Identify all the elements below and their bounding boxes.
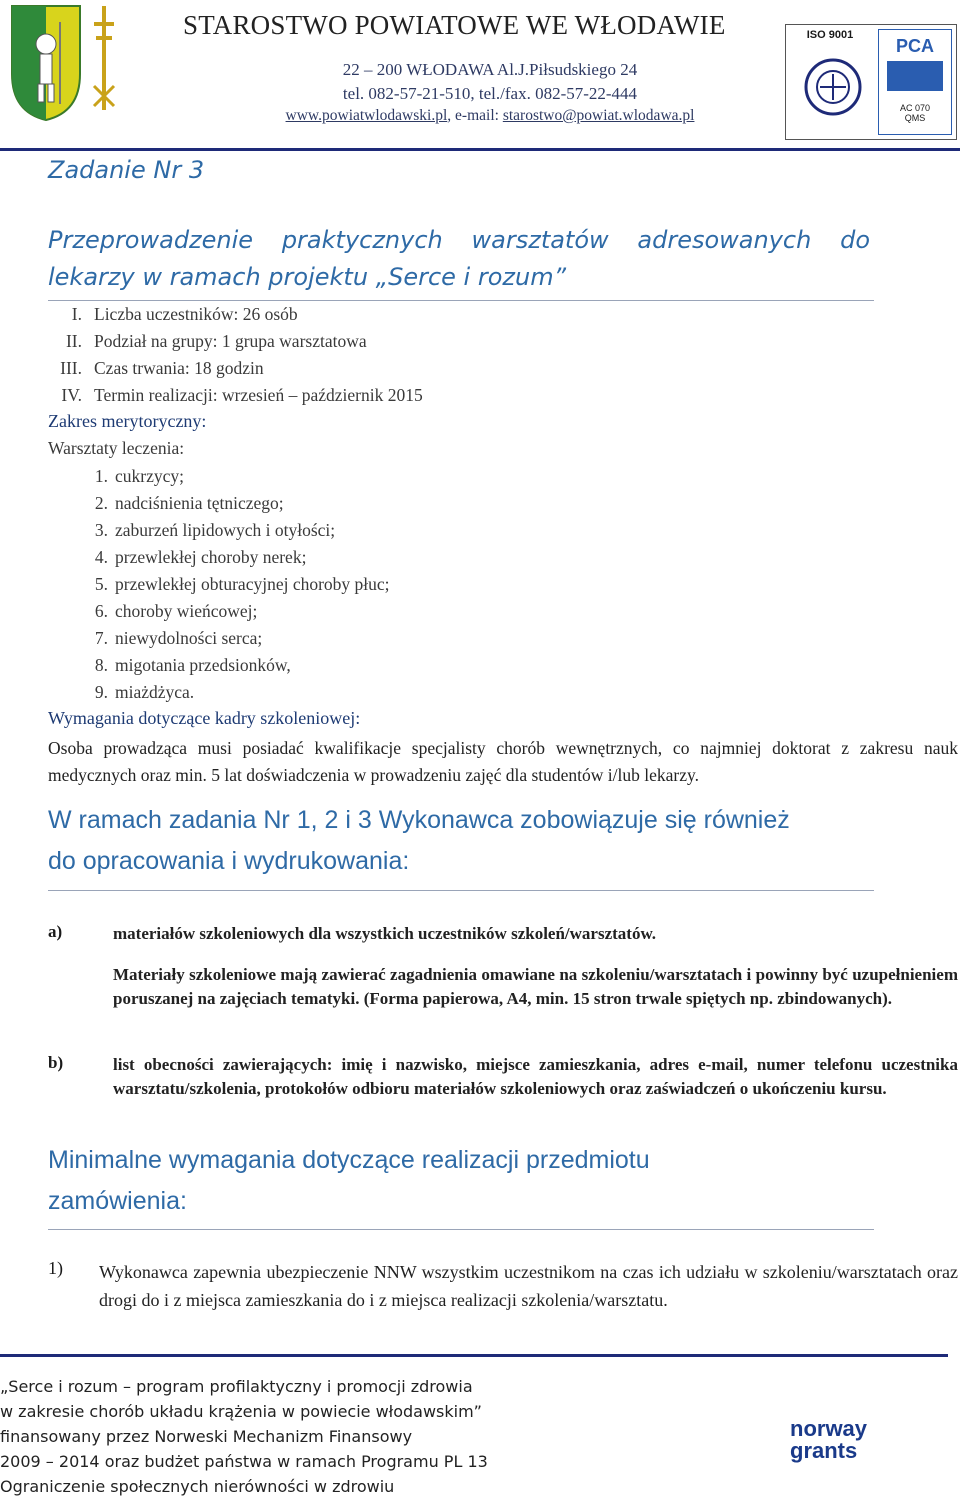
header-divider bbox=[0, 148, 960, 151]
header-contact bbox=[200, 107, 780, 125]
pca-box bbox=[878, 29, 952, 135]
task-number: Zadanie Nr 3 bbox=[48, 156, 205, 184]
pca-label: PCA bbox=[895, 36, 934, 56]
item-b-label: b) bbox=[48, 1053, 64, 1072]
item-b-text: list obecności zawierających: imię i nazwisko, miejsce zamieszkania, adres e-mail, numer telefonu uczestnika warsztatu/szkolenia, protokołów odbioru materiałów szkoleniowych oraz zaświadczeń o ukończeniu kursu. bbox=[113, 1055, 958, 1098]
footer-line-5: Ograniczenie społecznych nierówności w zdrowiu bbox=[0, 1477, 395, 1496]
staff-heading: Wymagania dotyczące kadry szkoleniowej: bbox=[48, 708, 361, 728]
email-link[interactable]: starostwo@powiat.wlodawa.pl bbox=[502, 107, 695, 124]
list-item: 7. niewydolności serca; bbox=[94, 628, 263, 648]
list-item: 5. przewlekłej obturacyjnej choroby płuc; bbox=[94, 574, 390, 594]
cross-emblem bbox=[92, 6, 116, 110]
list-item: 8. migotania przedsionków, bbox=[94, 655, 291, 675]
list-item: 6. choroby wieńcowej; bbox=[94, 601, 258, 621]
task-subtitle: Przeprowadzenie praktycznych warsztatów adresowanych do lekarzy w ramach projektu „Serce i rozum” bbox=[48, 226, 870, 291]
staff-requirements: Osoba prowadząca musi posiadać kwalifikacje specjalisty chorób wewnętrznych, co najmniej doktorat z zakresu nauk medycznych oraz min. 5 lat doświadczenia w prowadzeniu zajęć dla studentów i/lub lekarzy. bbox=[48, 738, 958, 785]
iso-seal bbox=[804, 47, 862, 132]
norway-grants-logo bbox=[790, 1418, 867, 1462]
certification-badges bbox=[785, 24, 957, 140]
item-a-label: a) bbox=[48, 922, 63, 941]
qms-label: QMS bbox=[904, 113, 926, 123]
list-item: 1. cukrzycy; bbox=[94, 466, 184, 486]
list-item: I. Liczba uczestników: 26 osób bbox=[71, 304, 298, 324]
institution-title: STAROSTWO POWIATOWE WE WŁODAWIE bbox=[183, 10, 726, 40]
iso-label: ISO 9001 bbox=[806, 29, 854, 41]
list-item: III. Czas trwania: 18 godzin bbox=[60, 358, 264, 378]
footer-line-4: 2009 – 2014 oraz budżet państwa w ramach Programu PL 13 bbox=[0, 1452, 488, 1471]
header-address: 22 – 200 WŁODAWA Al.J.Piłsudskiego 24 bbox=[342, 60, 638, 79]
item-a-detail: Materiały szkoleniowe mają zawierać zagadnienia omawiane na szkoleniu/warsztatach i powinny być uzupełnieniem poruszanej na zajęciach tematyki. (Forma papierowa, A4, min. 15 stron trwale spiętych np. zbindowanych). bbox=[113, 965, 958, 1008]
obligations-heading-line1: W ramach zadania Nr 1, 2 i 3 Wykonawca zobowiązuje się również bbox=[48, 806, 790, 834]
header-phone: tel. 082-57-21-510, tel./fax. 082-57-22-444 bbox=[342, 84, 638, 103]
list-item: 4. przewlekłej choroby nerek; bbox=[94, 547, 307, 567]
item-1-label: 1) bbox=[48, 1258, 63, 1278]
section-rule bbox=[48, 890, 874, 891]
list-item: II. Podział na grupy: 1 grupa warsztatowa bbox=[65, 331, 367, 351]
footer-line-1: „Serce i rozum – program profilaktyczny i promocji zdrowia bbox=[0, 1377, 473, 1396]
scope-heading: Zakres merytoryczny: bbox=[48, 411, 207, 431]
footer-line-2: w zakresie chorób układu krążenia w powiecie włodawskim” bbox=[0, 1402, 482, 1421]
ac-label: AC 070 bbox=[899, 103, 931, 113]
minimum-heading-line2: zamówienia: bbox=[48, 1187, 187, 1215]
list-item: 3. zaburzeń lipidowych i otyłości; bbox=[94, 520, 336, 540]
scope-intro: Warsztaty leczenia: bbox=[48, 438, 185, 458]
email-prefix: , e-mail: bbox=[447, 107, 503, 124]
scope-list bbox=[80, 463, 390, 706]
powiat-coat-of-arms bbox=[10, 4, 82, 122]
item-1-text: Wykonawca zapewnia ubezpieczenie NNW wszystkim uczestnikom na czas ich udziału w szkoleniu/warsztatach oraz drogi do i z miejsca zamieszkania do i z miejsca realizacji szkolenia/warsztatu. bbox=[99, 1262, 958, 1310]
list-item: IV. Termin realizacji: wrzesień – październik 2015 bbox=[61, 385, 423, 405]
obligations-heading-line2: do opracowania i wydrukowania: bbox=[48, 847, 410, 875]
section-rule bbox=[48, 1229, 874, 1230]
website-link[interactable]: www.powiatwlodawski.pl bbox=[285, 107, 448, 124]
item-a-text: materiałów szkoleniowych dla wszystkich uczestników szkoleń/warsztatów. bbox=[113, 924, 657, 943]
footer-line-3: finansowany przez Norweski Mechanizm Finansowy bbox=[0, 1427, 413, 1446]
footer-divider bbox=[0, 1354, 948, 1357]
minimum-heading-line1: Minimalne wymagania dotyczące realizacji przedmiotu bbox=[48, 1146, 650, 1174]
task-parameters bbox=[48, 301, 423, 409]
logo-grants: grants bbox=[790, 1438, 858, 1463]
logo-norway: norway bbox=[790, 1416, 868, 1441]
pca-band bbox=[887, 61, 943, 91]
list-item: 9. miażdżyca. bbox=[94, 682, 195, 702]
list-item: 2. nadciśnienia tętniczego; bbox=[94, 493, 284, 513]
